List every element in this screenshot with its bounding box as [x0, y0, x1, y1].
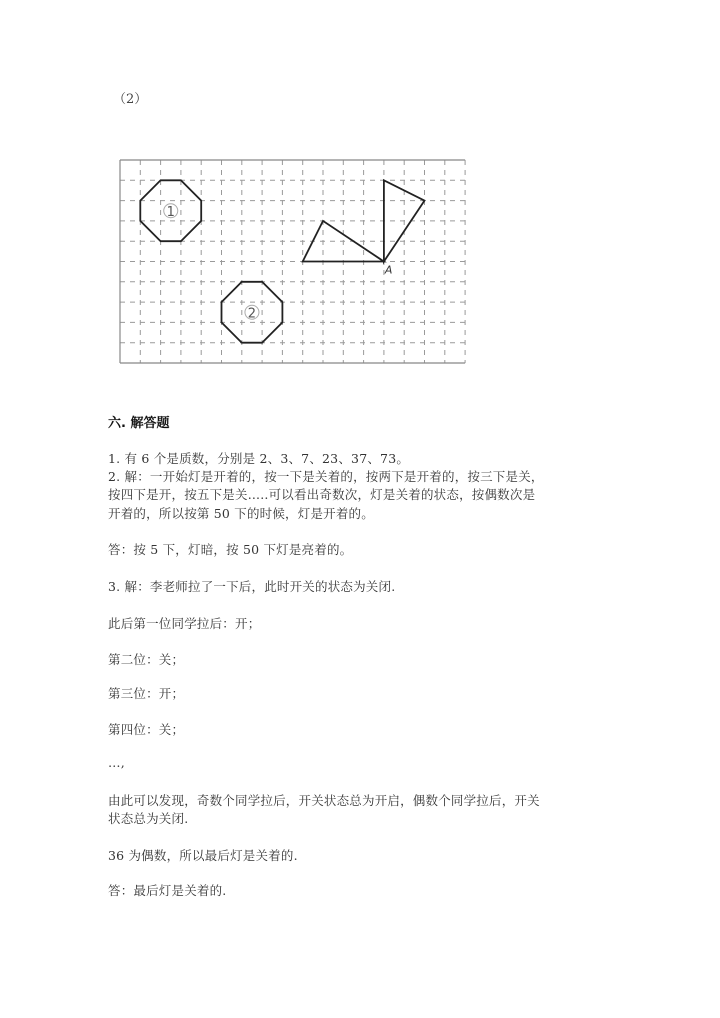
text-line: 开着的，所以按第 50 下的时候，灯是开着的。	[108, 506, 374, 521]
point-a-label: A	[384, 263, 393, 277]
text-line: 此后第一位同学拉后：开；	[108, 616, 261, 631]
text-line: 36 为偶数，所以最后灯是关着的.	[108, 848, 298, 863]
text-line: 答：最后灯是关着的.	[108, 883, 227, 898]
part-label: （2）	[113, 92, 148, 107]
dashed-grid	[120, 160, 465, 363]
text-line: 第二位：关；	[108, 652, 185, 667]
octagon-1-label: 1	[166, 204, 175, 220]
text-line: …,	[108, 755, 125, 770]
text-line: 答：按 5 下，灯暗，按 50 下灯是亮着的。	[108, 542, 353, 557]
text-line: 1. 有 6 个是质数，分别是 2、3、7、23、37、73。	[108, 451, 410, 466]
section-heading: 六. 解答题	[108, 416, 170, 431]
text-line: 状态总为关闭.	[108, 811, 189, 826]
text-line: 第四位：关；	[108, 722, 185, 737]
text-line: 2. 解：一开始灯是开着的，按一下是关着的，按两下是开着的，按三下是关，	[108, 469, 544, 484]
text-line: 由此可以发现，奇数个同学拉后，开关状态总为开启，偶数个同学拉后，开关	[108, 793, 540, 808]
grid-figure	[112, 152, 474, 372]
text-line: 第三位：开；	[108, 686, 185, 701]
text-line: 按四下是开，按五下是关.....可以看出奇数次，灯是关着的状态，按偶数次是	[108, 487, 536, 502]
octagon-2-label: 2	[247, 306, 257, 322]
text-line: 3. 解：李老师拉了一下后，此时开关的状态为关闭.	[108, 579, 396, 594]
